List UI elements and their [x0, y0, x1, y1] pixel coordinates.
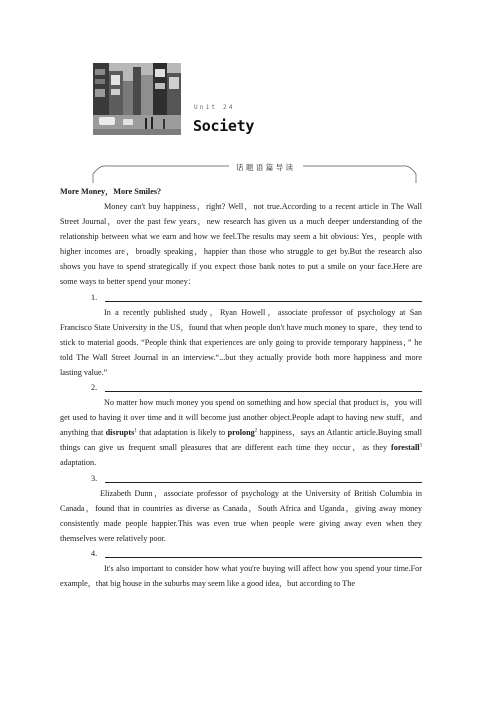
footnote-mark: 2: [254, 428, 258, 434]
article-title: More Money，More Smiles?: [60, 187, 162, 196]
paragraph-2-text: No matter how much money you spend on something and how special that product is，you will get used to having it over time and it will become just another object.People adapt to having new stuff，and anything that: [60, 398, 422, 438]
vocab-word: prolong: [227, 428, 255, 438]
footnote-mark: 1: [134, 428, 137, 434]
article-intro: Money can't buy happiness，right? Well，not true.According to a recent article in The Wall Street Journal，over the past few years，new research has given us a much deeper understanding of the relationship between what we earn and how we feel.The results may seem a bit obvious: Yes，people with higher incomes are，broadly speaking，happier than those who struggle to get by.But the research also shows you have to spend strategically if you expect those bank notes to put a smile on your face.Here are some ways to better spend your money：: [60, 202, 422, 287]
paragraph-2-text: adaptation.: [60, 458, 97, 468]
section-banner-label: 话题语篇导读: [236, 163, 296, 172]
article: [60, 184, 422, 591]
blank-number: 4.: [91, 548, 98, 558]
blank-line-4: [60, 546, 422, 561]
blank-line-2: [60, 380, 422, 395]
unit-label: Unit 24: [194, 104, 235, 111]
paragraph-4: It's also important to consider how what you're buying will affect how you spend your time.For example，that big house in the suburbs may seem like a good idea，but according to The: [60, 563, 422, 588]
answer-blank: [105, 301, 422, 302]
paragraph-1: In a recently published study，Ryan Howell，associate professor of psychology at San Francisco State University in the US，found that when people don't have much money to spare，they tend to stick to material goods. “People think that experiences are only going to provide temporary happiness，” he told The Wall Street Journal in an interview.“...but they actually provide both more happiness and more lasting value.”: [60, 307, 422, 377]
blank-line-3: [60, 471, 422, 486]
vocab-word: disrupts: [105, 428, 135, 438]
blank-number: 2.: [91, 383, 98, 393]
answer-blank: [105, 391, 422, 392]
unit-title: Society: [193, 117, 255, 135]
footnote-mark: 3: [419, 443, 422, 449]
answer-blank: [105, 482, 422, 483]
vocab-word: forestall: [391, 443, 420, 453]
header-city-photo: [93, 63, 181, 135]
paragraph-2-text: happiness，says an Atlantic article.Buying small things can give us frequent small pleasures that are different each time they occur，as they: [60, 428, 422, 453]
blank-number: 3.: [91, 473, 98, 483]
paragraph-3: Elizabeth Dunn，associate professor of psychology at the University of British Columbia in Canada，found that in countries as diverse as Canada，South Africa and Uganda，giving away money consistently made people happier.This was even true when people were giving away even when they themselves were relatively poor.: [60, 488, 422, 543]
paragraph-2: [60, 395, 422, 470]
blank-number: 1.: [91, 292, 98, 302]
answer-blank: [105, 557, 422, 558]
blank-line-1: [60, 290, 422, 305]
paragraph-2-text: that adaptation is likely to: [136, 428, 228, 438]
